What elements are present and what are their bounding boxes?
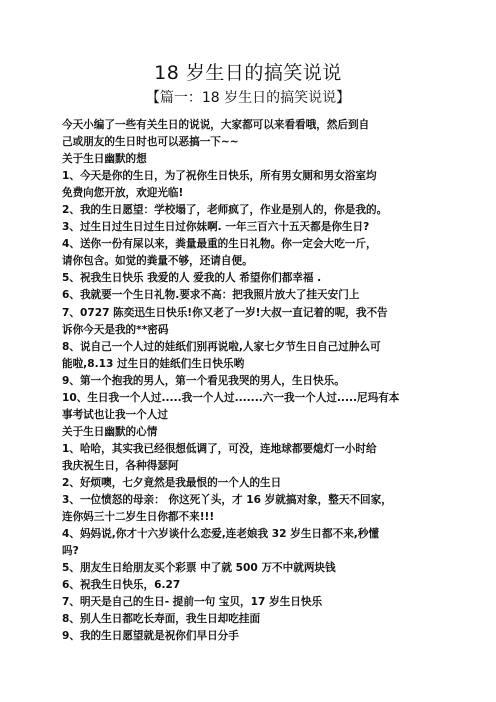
text-line: 8、说自己一个人过的娃纸们别再说啦,人家七夕节生日自己过肿么可 xyxy=(62,340,381,353)
text-line: 4、送你一份有屎以来，粪量最重的生日礼物。你一定会大吃一斤， xyxy=(62,238,377,251)
text-line: 7、0727 陈奕迅生日快乐!你又老了一岁!大叔一直记着的呢，我不告 xyxy=(62,306,388,319)
text-line: 关于生日幽默的想 xyxy=(62,153,147,166)
text-line: 诉你今天是我的**密码 xyxy=(62,323,169,336)
text-line: 9、我的生日愿望就是祝你们早日分手 xyxy=(62,630,239,643)
text-line: 5、朋友生日给朋友买个彩票 中了就 500 万不中就两块钱 xyxy=(62,562,336,575)
text-line: 请你包含。如觉的粪量不够，还请自便。 xyxy=(62,255,253,268)
body-text xyxy=(62,117,442,645)
text-line: 10、生日我一个人过.....我一个人过.......六一我一个人过.....尼玛有本 xyxy=(62,391,400,404)
text-line: 事考试也让我一个人过 xyxy=(62,408,168,421)
text-line: 2、好烦噢，七夕竟然是我最恨的一个人的生日 xyxy=(62,476,282,489)
text-line: 己或朋友的生日时也可以恶搞一下~~ xyxy=(62,136,239,149)
text-line: 关于生日幽默的心情 xyxy=(62,425,158,438)
text-line: 1、今天是你的生日，为了祝你生日快乐，所有男女厕和男女浴室均 xyxy=(62,170,377,183)
text-line: 3、一位愤怒的母亲： 你这死丫头，才 16 岁就搞对象，整天不回家， xyxy=(62,494,392,507)
text-line: 免费向您开放，欢迎光临! xyxy=(62,187,184,200)
text-line: 2、我的生日愿望：学校塌了，老师疯了，作业是别人的，你是我的。 xyxy=(62,204,388,217)
text-line: 连你妈三十二岁生日你都不来!!! xyxy=(62,511,215,524)
text-line: 6、我就要一个生日礼物.要求不高：把我照片放大了挂天安门上 xyxy=(62,289,360,302)
text-line: 1、哈哈，其实我已经很想低调了，可没，连地球都要熄灯一小时给 xyxy=(62,442,377,455)
text-line: 3、过生日过生日过生日过你妹啊. 一年三百六十五天都是你生日? xyxy=(62,221,370,234)
section-heading: 【篇一：18 岁生日的搞笑说说】 xyxy=(145,90,351,106)
text-line: 9、第一个抱我的男人，第一个看见我哭的男人，生日快乐。 xyxy=(62,374,345,387)
text-line: 吗? xyxy=(62,545,79,558)
text-line: 7、明天是自己的生日- 提前一句 宝贝，17 岁生日快乐 xyxy=(62,596,323,609)
text-line: 我庆祝生日，各种得瑟阿 xyxy=(62,459,179,472)
text-line: 4、妈妈说,你才十六岁谈什么恋爱,连老娘我 32 岁生日都不来,秒懂 xyxy=(62,528,379,541)
text-line: 8、别人生日都吃长寿面，我生日却吃挂面 xyxy=(62,613,261,626)
text-line: 5、祝我生日快乐 我爱的人 爱我的人 希望你们都幸福 . xyxy=(62,272,322,285)
text-line: 今天小编了一些有关生日的说说，大家都可以来看看哦，然后到自 xyxy=(62,119,370,131)
text-line: 能啦,8.13 过生日的娃纸们生日快乐哟 xyxy=(62,357,245,370)
text-line: 6、祝我生日快乐，6.27 xyxy=(62,579,181,592)
page-title: 18 岁生日的搞笑说说 xyxy=(154,62,342,84)
